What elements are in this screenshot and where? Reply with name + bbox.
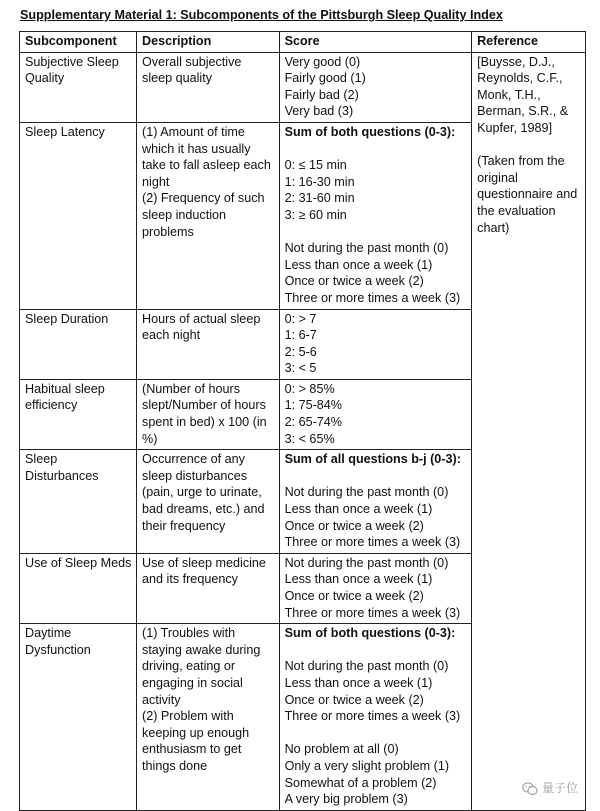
description-cell <box>137 52 280 122</box>
description-text: (1) Troubles with staying awake during driving, eating or engaging in social activity <box>142 626 261 707</box>
description-cell <box>137 450 280 554</box>
description-cell <box>137 309 280 379</box>
score-option: 0: ≤ 15 min <box>284 158 347 173</box>
score-option: No problem at all (0) <box>284 742 399 757</box>
score-option: Less than once a week (1) <box>284 572 433 587</box>
description-text: (2) Problem with keeping up enough enthusiasm to get things done <box>142 709 250 773</box>
reference-citation: Berman, S.R., & <box>477 104 569 119</box>
description-text: Occurrence of any sleep disturbances (pain, urge to urinate, bad dreams, etc.) and their frequency <box>142 452 265 533</box>
header-reference: Reference <box>472 32 586 53</box>
score-option: Three or more times a week (3) <box>284 709 461 724</box>
score-option: Once or twice a week (2) <box>284 589 424 603</box>
score-option: 3: < 65% <box>284 431 335 446</box>
score-option: 2: 65-74% <box>284 415 342 430</box>
score-option: Very good (0) <box>284 54 361 69</box>
score-option: Once or twice a week (2) <box>284 274 424 289</box>
reference-note: (Taken from the <box>477 154 565 169</box>
subcomponent-name: Sleep Disturbances <box>25 452 99 483</box>
header-row <box>20 32 586 53</box>
description-text: Overall subjective sleep quality <box>142 54 242 86</box>
header-description: Description <box>137 32 280 53</box>
spacer <box>285 642 468 659</box>
reference-citation: Kupfer, 1989] <box>477 120 553 135</box>
header-subcomponent: Subcomponent <box>20 32 137 53</box>
score-option: Fairly good (1) <box>284 71 366 86</box>
score-option: Once or twice a week (2) <box>284 692 424 707</box>
score-option: 3: < 5 <box>284 361 317 376</box>
document-title: Supplementary Material 1: Subcomponents of the Pittsburgh Sleep Quality Index <box>20 8 503 22</box>
score-cell <box>279 553 472 623</box>
header-score: Score <box>279 32 472 53</box>
score-option: Once or twice a week (2) <box>284 518 424 533</box>
spacer <box>477 137 581 154</box>
score-option: Less than once a week (1) <box>284 675 433 690</box>
spacer <box>285 141 468 158</box>
watermark <box>522 780 578 797</box>
subcomponent-name: Sleep Latency <box>25 124 105 139</box>
score-heading: Sum of all questions b-j (0-3): <box>284 452 461 467</box>
watermark-text: 量子位 <box>541 781 578 796</box>
score-cell <box>279 450 472 554</box>
reference-citation: [Buysse, D.J., <box>477 54 555 69</box>
score-option: Three or more times a week (3) <box>284 605 461 620</box>
reference-note: the evaluation <box>477 203 556 218</box>
reference-cell <box>472 52 586 810</box>
score-cell <box>279 379 472 449</box>
wechat-icon <box>522 782 538 796</box>
subcomponent-name: Habitual sleep efficiency <box>25 381 105 413</box>
score-option: 2: 5-6 <box>284 344 317 359</box>
score-option: 0: > 7 <box>284 311 317 326</box>
psqi-table <box>19 31 586 811</box>
subcomponent-cell <box>20 52 137 122</box>
description-cell <box>137 379 280 449</box>
spacer <box>285 224 468 241</box>
score-option: Less than once a week (1) <box>284 502 433 517</box>
score-option: 1: 16-30 min <box>284 174 355 189</box>
score-option: 3: ≥ 60 min <box>284 207 347 222</box>
reference-citation: Reynolds, C.F., <box>477 71 563 86</box>
description-cell <box>137 122 280 309</box>
spacer <box>285 725 468 742</box>
subcomponent-cell <box>20 122 137 309</box>
score-option: Only a very slight problem (1) <box>284 758 450 773</box>
score-option: Not during the past month (0) <box>284 241 449 256</box>
description-text: (1) Amount of time which it has usually take to fall asleep each night <box>142 124 271 189</box>
subcomponent-cell <box>20 379 137 449</box>
subcomponent-cell <box>20 553 137 623</box>
table-row <box>20 52 586 122</box>
score-option: Three or more times a week (3) <box>284 290 461 305</box>
description-text: Use of sleep medicine and its frequency <box>142 555 266 587</box>
subcomponent-cell <box>20 624 137 811</box>
score-cell <box>279 309 472 379</box>
description-cell <box>137 553 280 623</box>
score-option: Three or more times a week (3) <box>284 535 461 550</box>
score-option: Fairly bad (2) <box>284 87 359 102</box>
reference-note: original <box>477 170 518 185</box>
spacer <box>285 468 468 485</box>
subcomponent-name: Subjective Sleep Quality <box>25 54 119 86</box>
reference-note: questionnaire and <box>477 187 578 202</box>
score-cell <box>279 122 472 309</box>
score-cell <box>279 624 472 811</box>
score-option: Somewhat of a problem (2) <box>284 775 437 790</box>
score-option: Less than once a week (1) <box>284 257 433 272</box>
description-text: (Number of hours slept/Number of hours spent in bed) x 100 (in %) <box>142 381 267 446</box>
subcomponent-name: Use of Sleep Meds <box>25 555 132 570</box>
subcomponent-name: Daytime Dysfunction <box>25 626 91 657</box>
subcomponent-name: Sleep Duration <box>25 311 109 326</box>
score-heading: Sum of both questions (0-3): <box>284 124 456 139</box>
score-option: 1: 6-7 <box>284 328 317 343</box>
reference-note: chart) <box>477 220 510 235</box>
score-option: Not during the past month (0) <box>284 659 449 674</box>
score-option: Very bad (3) <box>284 104 354 119</box>
description-text: Hours of actual sleep each night <box>142 311 261 343</box>
subcomponent-cell <box>20 309 137 379</box>
score-cell <box>279 52 472 122</box>
score-option: Not during the past month (0) <box>284 485 449 500</box>
score-option: 0: > 85% <box>284 381 335 396</box>
score-option: 1: 75-84% <box>284 398 342 413</box>
score-option: A very big problem (3) <box>284 792 408 807</box>
score-option: 2: 31-60 min <box>284 191 355 206</box>
description-text: (2) Frequency of such sleep induction problems <box>142 191 265 239</box>
score-heading: Sum of both questions (0-3): <box>284 626 456 641</box>
reference-citation: Monk, T.H., <box>477 87 541 102</box>
description-cell <box>137 624 280 811</box>
score-option: Not during the past month (0) <box>284 555 449 570</box>
subcomponent-cell <box>20 450 137 554</box>
